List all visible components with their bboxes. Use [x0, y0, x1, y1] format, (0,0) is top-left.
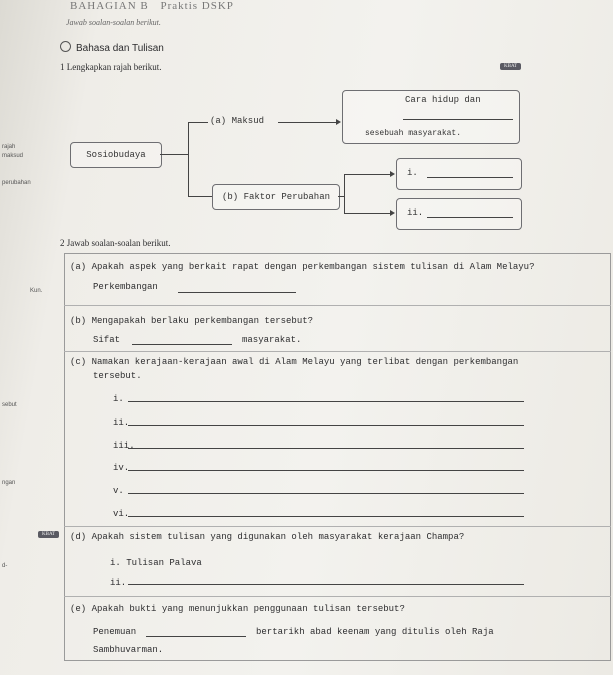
arrow-right-icon	[336, 119, 341, 125]
answer-blank[interactable]	[146, 636, 246, 637]
arrow-right-icon	[390, 171, 395, 177]
answer-blank[interactable]	[128, 425, 524, 426]
answer-blank[interactable]	[128, 584, 524, 585]
q2e-answer-line2: Sambhuvarman.	[93, 645, 164, 655]
margin-note: perubahan	[2, 180, 31, 186]
q2c-question-line2: tersebut.	[93, 371, 142, 381]
header-title: BAHAGIAN B	[70, 0, 149, 12]
center-box: Sosiobudaya	[70, 142, 162, 168]
answer-box-faktor-ii	[396, 198, 522, 230]
divider	[64, 351, 611, 352]
q2e-answer-suffix: bertarikh abad keenam yang ditulis oleh Raja	[256, 627, 494, 637]
margin-note: ngan	[2, 480, 16, 486]
answer-box-line-2: sesebuah masyarakat.	[365, 129, 462, 138]
q2a-answer-label: Perkembangan	[93, 282, 158, 292]
answer-box-line-1: Cara hidup dan	[405, 95, 481, 105]
margin-note: maksud	[2, 153, 24, 159]
q2c-item: iii.	[113, 441, 135, 451]
section-bullet-icon	[60, 41, 71, 52]
answer-blank[interactable]	[427, 177, 513, 178]
kbat-badge: KBAT	[38, 531, 59, 538]
answer-box-maksud	[342, 90, 520, 144]
q2-frame	[64, 253, 611, 661]
connector-line	[160, 154, 188, 155]
answer-blank[interactable]	[128, 516, 524, 517]
divider	[64, 305, 611, 306]
q1-prompt: 1 Lengkapkan rajah berikut.	[60, 62, 162, 72]
q2a-question: (a) Apakah aspek yang berkait rapat dengan perkembangan sistem tulisan di Alam Melayu?	[70, 262, 535, 272]
q2b-answer-suffix: masyarakat.	[242, 335, 302, 345]
header-right-title: Praktis DSKP	[160, 0, 234, 12]
q2d-question: (d) Apakah sistem tulisan yang digunakan oleh masyarakat kerajaan Champa?	[70, 532, 465, 542]
divider	[64, 526, 611, 527]
answer-blank[interactable]	[128, 470, 524, 471]
connector-line	[344, 174, 392, 175]
answer-blank[interactable]	[403, 119, 513, 120]
margin-note: rajah	[2, 144, 16, 150]
instruction-text: Jawab soalan-soalan berikut.	[66, 18, 161, 27]
q2-prompt: 2 Jawab soalan-soalan berikut.	[60, 238, 171, 248]
connector-line	[188, 196, 212, 197]
q2d-item: i. Tulisan Palava	[110, 558, 202, 568]
kbat-badge: KBAT	[500, 63, 521, 70]
q2b-question: (b) Mengapakah berlaku perkembangan tersebut?	[70, 316, 314, 326]
answer-box-faktor-i	[396, 158, 522, 190]
q2c-item: v.	[113, 486, 124, 496]
q2c-item: vi.	[113, 509, 130, 519]
q2c-item: iv.	[113, 463, 130, 473]
item-label: ii.	[407, 208, 424, 218]
q2c-question-line1: (c) Namakan kerajaan-kerajaan awal di Alam Melayu yang terlibat dengan perkembangan	[70, 357, 519, 367]
connector-line	[344, 174, 345, 214]
margin-note: d-	[2, 563, 8, 569]
margin-note: sebut	[2, 402, 17, 408]
answer-blank[interactable]	[128, 448, 524, 449]
answer-blank[interactable]	[128, 401, 524, 402]
arrow-right-icon	[390, 210, 395, 216]
q2d-item: ii.	[110, 578, 127, 588]
section-title: Bahasa dan Tulisan	[76, 43, 164, 54]
item-label: i.	[407, 168, 418, 178]
answer-blank[interactable]	[132, 344, 232, 345]
answer-blank[interactable]	[427, 217, 513, 218]
connector-line	[188, 122, 208, 123]
answer-blank[interactable]	[128, 493, 524, 494]
q2e-question: (e) Apakah bukti yang menunjukkan penggunaan tulisan tersebut?	[70, 604, 405, 614]
branch-a-label: (a) Maksud	[210, 116, 265, 126]
divider	[64, 596, 611, 597]
margin-note: Kun.	[30, 288, 43, 294]
branch-b-box: (b) Faktor Perubahan	[212, 184, 340, 210]
connector-line	[344, 213, 392, 214]
q2c-item: ii.	[113, 418, 130, 428]
q2e-answer-prefix: Penemuan	[93, 627, 137, 637]
q2c-item: i.	[113, 394, 124, 404]
q2b-answer-prefix: Sifat	[93, 335, 121, 345]
connector-line	[278, 122, 338, 123]
page-header	[70, 0, 234, 12]
answer-blank[interactable]	[178, 292, 296, 293]
